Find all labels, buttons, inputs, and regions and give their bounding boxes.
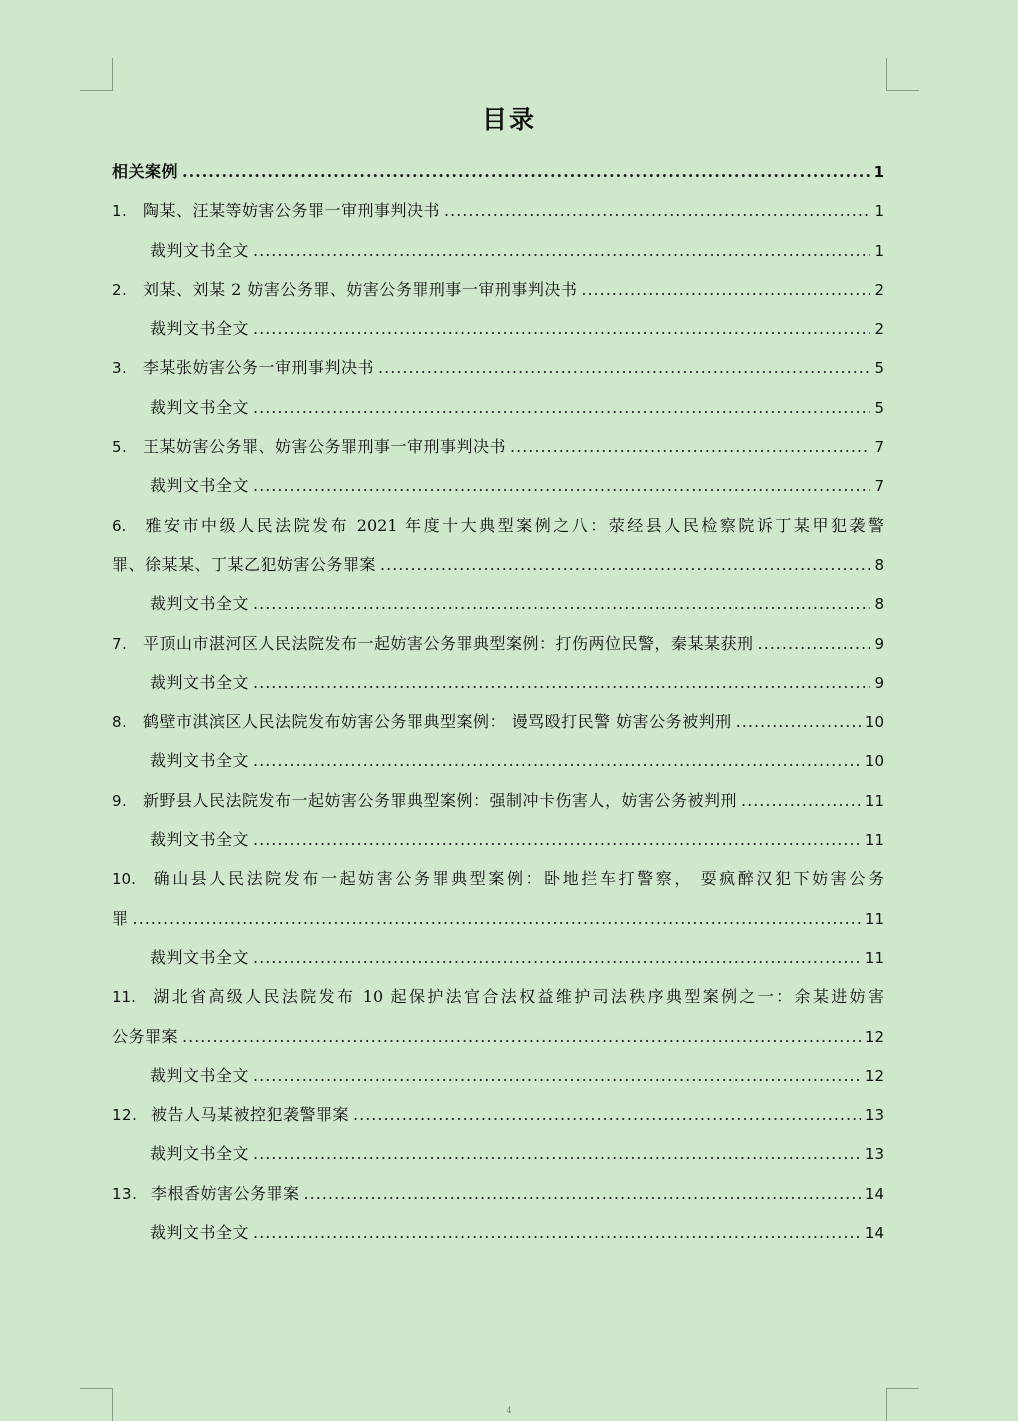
page-title: 目录	[481, 105, 536, 134]
dot-leader	[741, 781, 861, 820]
toc-page-number: 13	[864, 1106, 884, 1125]
toc-entry[interactable]	[112, 427, 884, 466]
toc-page-number: 1	[873, 163, 884, 181]
toc-page-number: 11	[864, 791, 884, 810]
toc-entry[interactable]	[112, 624, 884, 663]
toc-entry-title: 陶某、汪某等妨害公务罪一审刑事判决书	[143, 201, 441, 221]
toc-sub-entry[interactable]	[112, 663, 884, 702]
toc-sub-entry-title: 裁判文书全文	[150, 1223, 250, 1243]
toc-sub-entry[interactable]	[112, 1213, 884, 1252]
toc-entry-title-line2: 罪	[112, 908, 129, 928]
toc-sub-entry-title: 裁判文书全文	[150, 594, 250, 614]
dot-leader	[304, 1174, 861, 1213]
dot-leader	[253, 584, 870, 623]
crop-mark-bottom-right	[886, 1388, 919, 1421]
toc-sub-entry-title: 裁判文书全文	[150, 672, 250, 692]
toc-entry-title-line1: 11. 湖北省高级人民法院发布 10 起保护法官合法权益维护司法秩序典型案例之一：余某进妨害	[112, 977, 884, 1016]
dot-leader	[581, 270, 870, 309]
dot-leader	[182, 152, 870, 191]
toc-entry-title: 新野县人民法院发布一起妨害公务罪典型案例：强制冲卡伤害人，妨害公务被判刑	[143, 790, 738, 810]
dot-leader	[182, 1017, 861, 1056]
toc-entry-number: 5.	[112, 438, 128, 457]
table-of-contents	[112, 152, 884, 1252]
toc-sub-entry-title: 裁判文书全文	[150, 240, 250, 260]
toc-sub-entry-title: 裁判文书全文	[150, 830, 250, 850]
toc-entry-number: 9.	[112, 791, 128, 810]
toc-page-number: 13	[864, 1145, 884, 1164]
toc-page-number: 14	[864, 1224, 884, 1243]
toc-entry[interactable]	[112, 506, 884, 585]
toc-entry-title: 刘某、刘某 2 妨害公务罪、妨害公务罪刑事一审刑事判决书	[143, 279, 578, 299]
toc-sub-entry[interactable]	[112, 1056, 884, 1095]
toc-page-number: 11	[864, 948, 884, 967]
toc-entry-title: 王某妨害公务罪、妨害公务罪刑事一审刑事判决书	[143, 437, 507, 457]
toc-entry[interactable]	[112, 977, 884, 1056]
toc-page-number: 12	[864, 1027, 884, 1046]
dot-leader	[253, 1056, 861, 1095]
toc-entry[interactable]	[112, 191, 884, 230]
dot-leader	[353, 1095, 861, 1134]
toc-entry-title: 鹤壁市淇滨区人民法院发布妨害公务罪典型案例： 谩骂殴打民警 妨害公务被判刑	[143, 712, 732, 732]
dot-leader	[253, 820, 861, 859]
toc-entry-number: 1.	[112, 202, 128, 221]
toc-entry[interactable]	[112, 1174, 884, 1213]
dot-leader	[253, 663, 870, 702]
toc-sub-entry-title: 裁判文书全文	[150, 1065, 250, 1085]
toc-entry-number: 8.	[112, 713, 128, 732]
toc-heading-label: 相关案例	[112, 162, 179, 181]
toc-entry-title: 李根香妨害公务罪案	[151, 1183, 300, 1203]
dot-leader	[736, 702, 861, 741]
dot-leader	[510, 427, 870, 466]
toc-entry-number: 7.	[112, 634, 128, 653]
dot-leader	[253, 1213, 861, 1252]
toc-page-number: 10	[864, 713, 884, 732]
dot-leader	[253, 231, 870, 270]
toc-sub-entry[interactable]	[112, 820, 884, 859]
dot-leader	[133, 899, 861, 938]
toc-heading[interactable]	[112, 152, 884, 191]
toc-entry[interactable]	[112, 348, 884, 387]
toc-page-number: 5	[874, 359, 884, 378]
toc-entry-title-line1: 6. 雅安市中级人民法院发布 2021 年度十大典型案例之八：荥经县人民检察院诉丁某甲犯袭警	[112, 506, 884, 545]
toc-page-number: 1	[874, 202, 884, 221]
toc-sub-entry-title: 裁判文书全文	[150, 751, 250, 771]
crop-mark-bottom-left	[80, 1388, 113, 1421]
toc-sub-entry[interactable]	[112, 388, 884, 427]
dot-leader	[380, 545, 870, 584]
toc-page-number: 14	[864, 1184, 884, 1203]
footer-page-number: 4	[506, 1406, 512, 1415]
dot-leader	[378, 348, 870, 387]
toc-page-number: 11	[864, 831, 884, 850]
toc-entry-number: 6.	[112, 516, 127, 535]
toc-page-number: 2	[874, 280, 884, 299]
toc-entry-number: 11.	[112, 988, 136, 1007]
toc-page-number: 2	[874, 320, 884, 339]
dot-leader	[253, 741, 861, 780]
toc-entry-title: 平顶山市湛河区人民法院发布一起妨害公务罪典型案例：打伤两位民警，秦某某获刑	[143, 633, 754, 653]
dot-leader	[253, 938, 861, 977]
dot-leader	[253, 388, 870, 427]
toc-entry-title: 李某张妨害公务一审刑事判决书	[143, 358, 375, 378]
toc-page-number: 7	[874, 477, 884, 496]
toc-sub-entry[interactable]	[112, 584, 884, 623]
crop-mark-top-left	[80, 58, 113, 91]
toc-entry-title-line1: 10. 确山县人民法院发布一起妨害公务罪典型案例：卧地拦车打警察， 耍疯醉汉犯下妨害公务	[112, 859, 884, 898]
toc-entry[interactable]	[112, 702, 884, 741]
toc-sub-entry[interactable]	[112, 466, 884, 505]
toc-page-number: 5	[874, 398, 884, 417]
toc-entry-number: 2.	[112, 280, 128, 299]
dot-leader	[253, 1134, 861, 1173]
dot-leader	[758, 624, 871, 663]
crop-mark-top-right	[886, 58, 919, 91]
toc-sub-entry-title: 裁判文书全文	[150, 1144, 250, 1164]
toc-page-number: 8	[874, 595, 884, 614]
dot-leader	[444, 191, 870, 230]
toc-page-number: 10	[864, 752, 884, 771]
toc-entry-number: 10.	[112, 870, 136, 889]
toc-entry[interactable]	[112, 1095, 884, 1134]
toc-page-number: 7	[874, 438, 884, 457]
toc-entry-number: 3.	[112, 359, 128, 378]
toc-entry[interactable]	[112, 859, 884, 938]
toc-entry[interactable]	[112, 781, 884, 820]
toc-page-number: 9	[874, 634, 884, 653]
toc-entry-title-line2: 罪、徐某某、丁某乙犯妨害公务罪案	[112, 554, 377, 574]
toc-page-number: 11	[864, 909, 884, 928]
toc-entry[interactable]	[112, 270, 884, 309]
toc-sub-entry[interactable]	[112, 231, 884, 270]
toc-page-number: 9	[874, 673, 884, 692]
toc-sub-entry-title: 裁判文书全文	[150, 319, 250, 339]
toc-page-number: 8	[874, 555, 884, 574]
dot-leader	[253, 466, 870, 505]
toc-sub-entry[interactable]	[112, 1134, 884, 1173]
toc-entry-title: 被告人马某被控犯袭警罪案	[151, 1105, 350, 1125]
toc-entry-title-line2: 公务罪案	[112, 1026, 179, 1046]
toc-entry-number: 12.	[112, 1106, 138, 1125]
toc-entry-number: 13.	[112, 1184, 138, 1203]
toc-sub-entry-title: 裁判文书全文	[150, 476, 250, 496]
toc-sub-entry[interactable]	[112, 309, 884, 348]
toc-page-number: 1	[874, 241, 884, 260]
toc-sub-entry[interactable]	[112, 741, 884, 780]
dot-leader	[253, 309, 870, 348]
toc-sub-entry[interactable]	[112, 938, 884, 977]
toc-sub-entry-title: 裁判文书全文	[150, 397, 250, 417]
toc-sub-entry-title: 裁判文书全文	[150, 947, 250, 967]
toc-page-number: 12	[864, 1066, 884, 1085]
